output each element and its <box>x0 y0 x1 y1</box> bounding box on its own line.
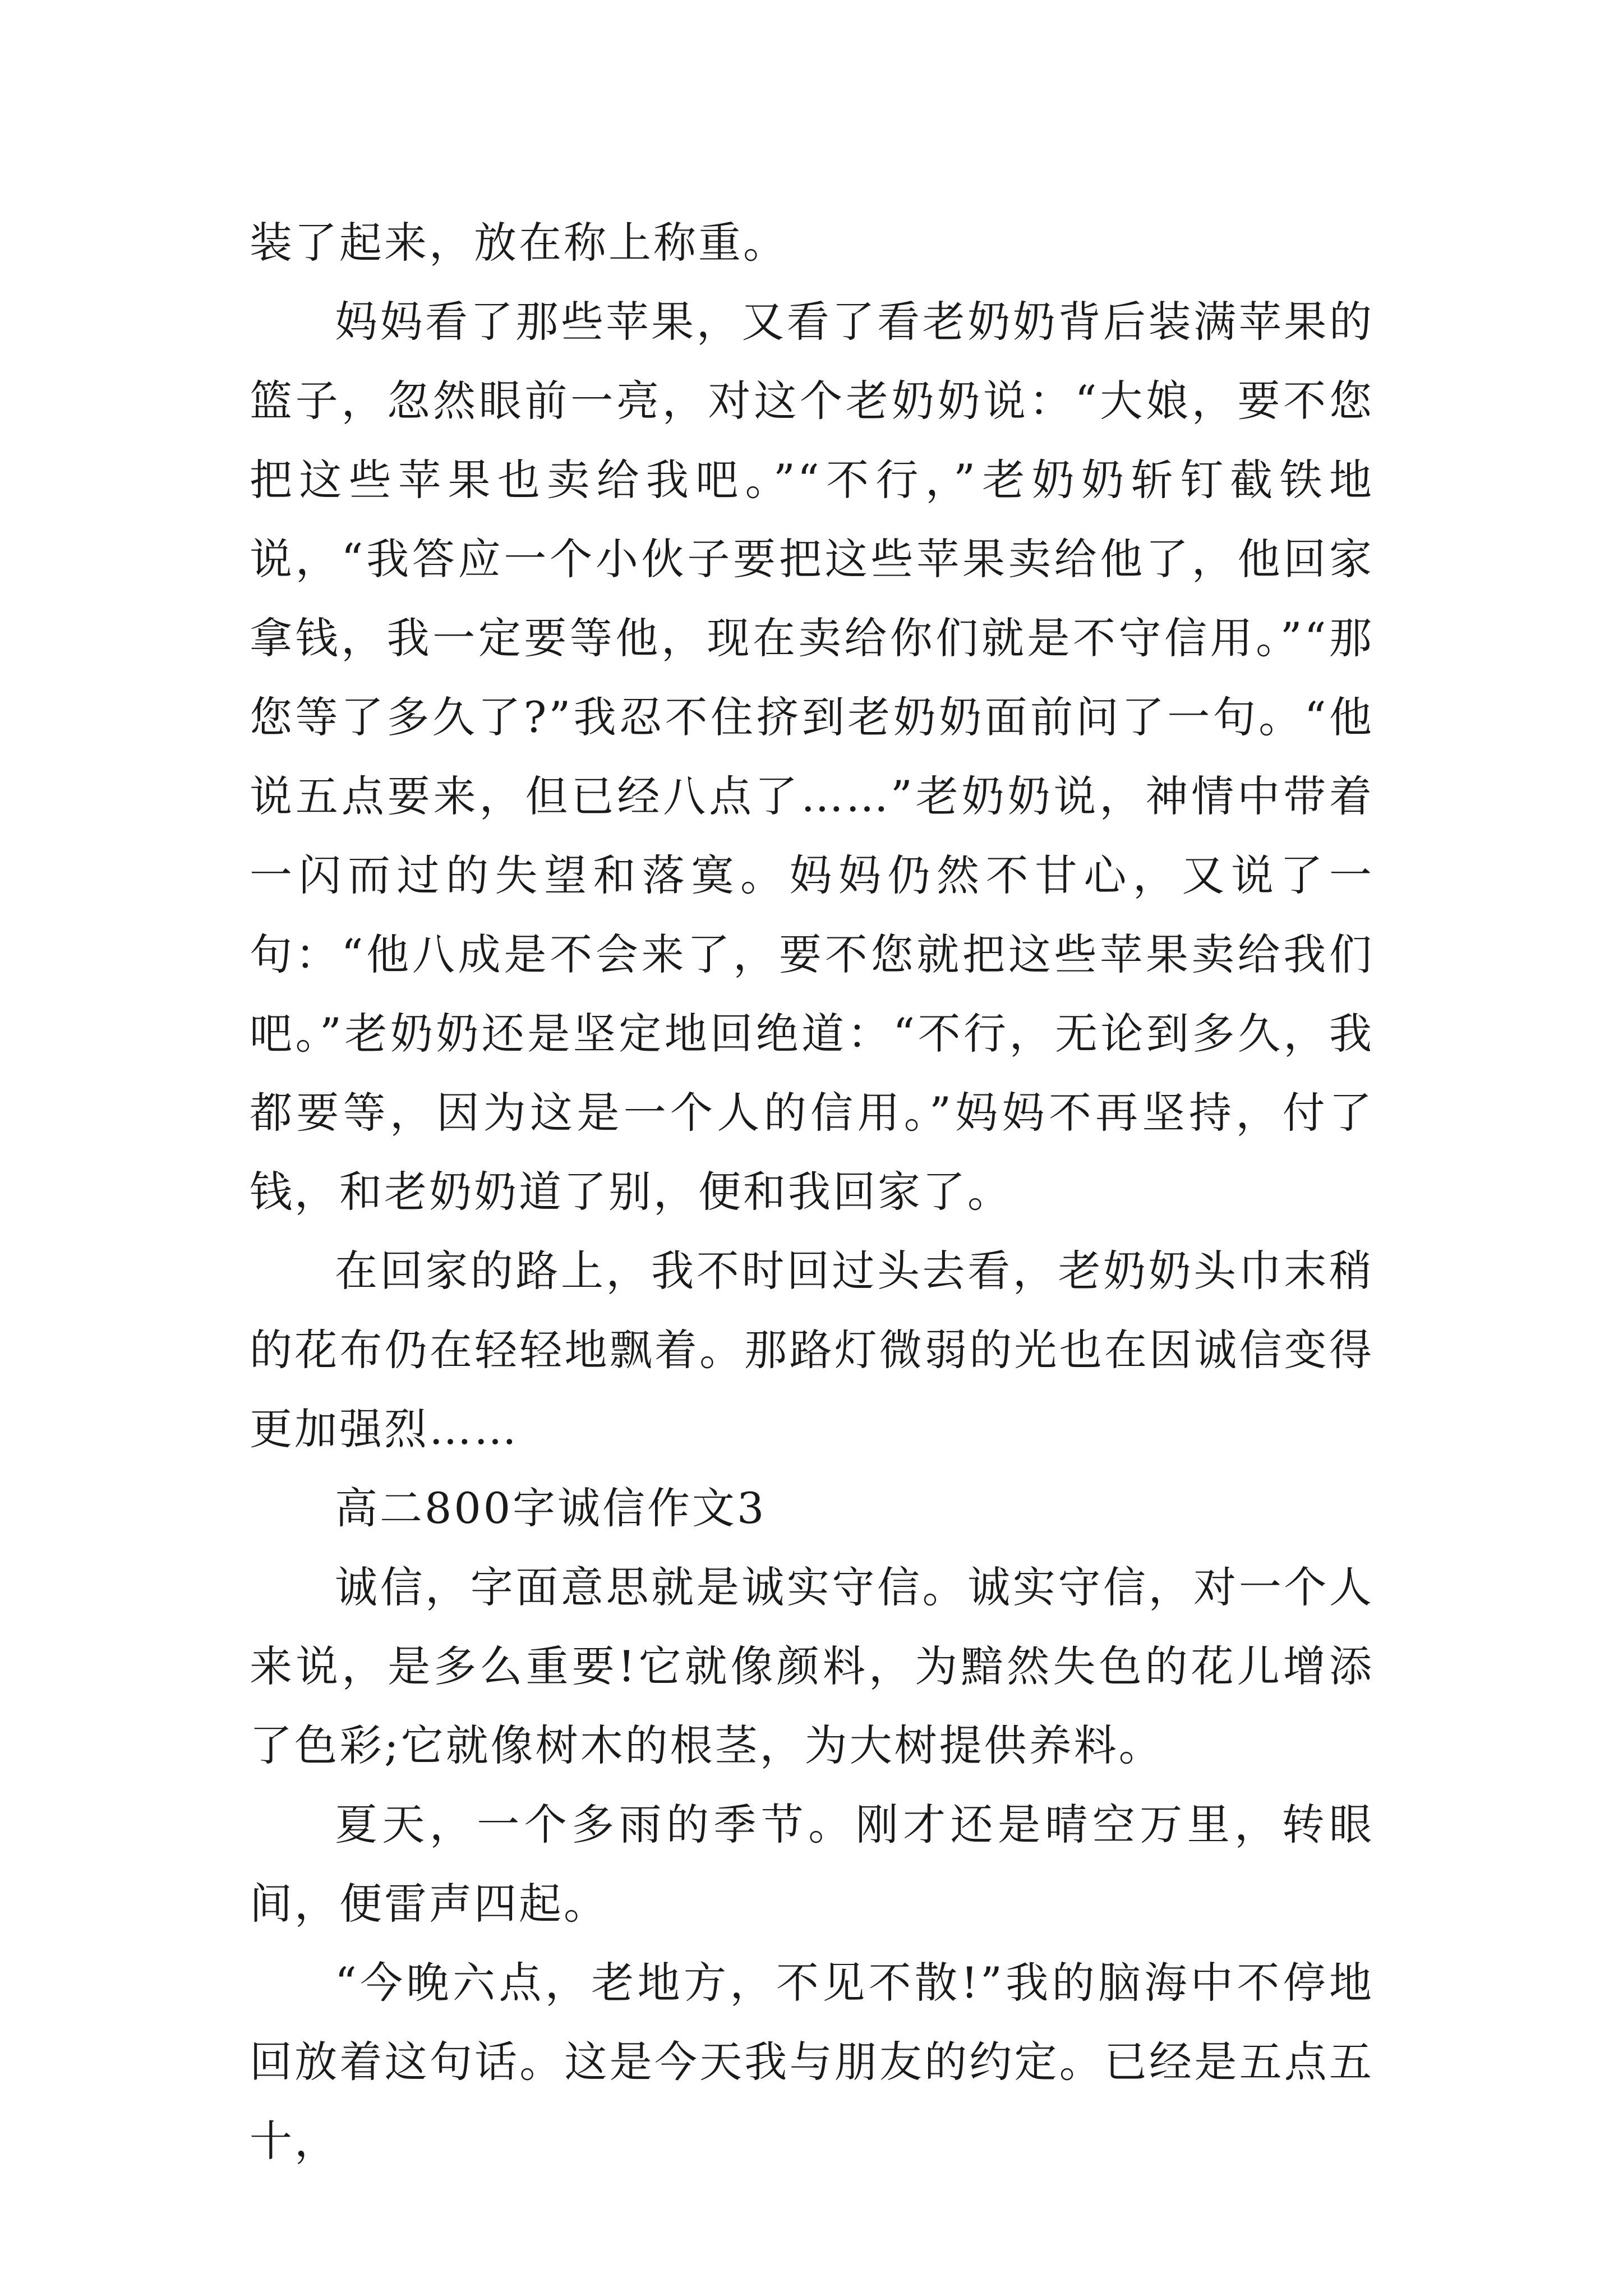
paragraph-apple-dialogue: 妈妈看了那些苹果，又看了看老奶奶背后装满苹果的篮子，忽然眼前一亮，对这个老奶奶说：“大娘，要不您把这些苹果也卖给我吧。”“不行，”老奶奶斩钉截铁地说，“我答应一个小伙子要把这些苹果卖给他了，他回家拿钱，我一定要等他，现在卖给你们就是不守信用。”“那您等了多久了?”我忍不住挤到老奶奶面前问了一句。“他说五点要来，但已经八点了……”老奶奶说，神情中带着一闪而过的失望和落寞。妈妈仍然不甘心，又说了一句：“他八成是不会来了，要不您就把这些苹果卖给我们吧。”老奶奶还是坚定地回绝道：“不行，无论到多久，我都要等，因为这是一个人的信用。”妈妈不再坚持，付了钱，和老奶奶道了别，便和我回家了。 <box>250 297 1374 1217</box>
paragraph-appointment: “今晚六点，老地方，不见不散!”我的脑海中不停地回放着这句话。这是今天我与朋友的约定。已经是五点五十， <box>250 1958 1374 2166</box>
paragraph-integrity-definition: 诚信，字面意思就是诚实守信。诚实守信，对一个人来说，是多么重要!它就像颜料，为黯然失色的花儿增添了色彩;它就像树木的根茎，为大树提供养料。 <box>250 1562 1374 1770</box>
paragraph-way-home: 在回家的路上，我不时回过头去看，老奶奶头巾末稍的花布仍在轻轻地飘着。那路灯微弱的光也在因诚信变得更加强烈…… <box>250 1246 1374 1454</box>
paragraph-summer-rain: 夏天，一个多雨的季节。刚才还是晴空万里，转眼间，便雷声四起。 <box>250 1800 1374 1929</box>
essay-heading: 高二800字诚信作文3 <box>335 1483 767 1533</box>
paragraph-continuation: 装了起来，放在称上称重。 <box>250 218 788 268</box>
document-body <box>250 203 1374 2180</box>
